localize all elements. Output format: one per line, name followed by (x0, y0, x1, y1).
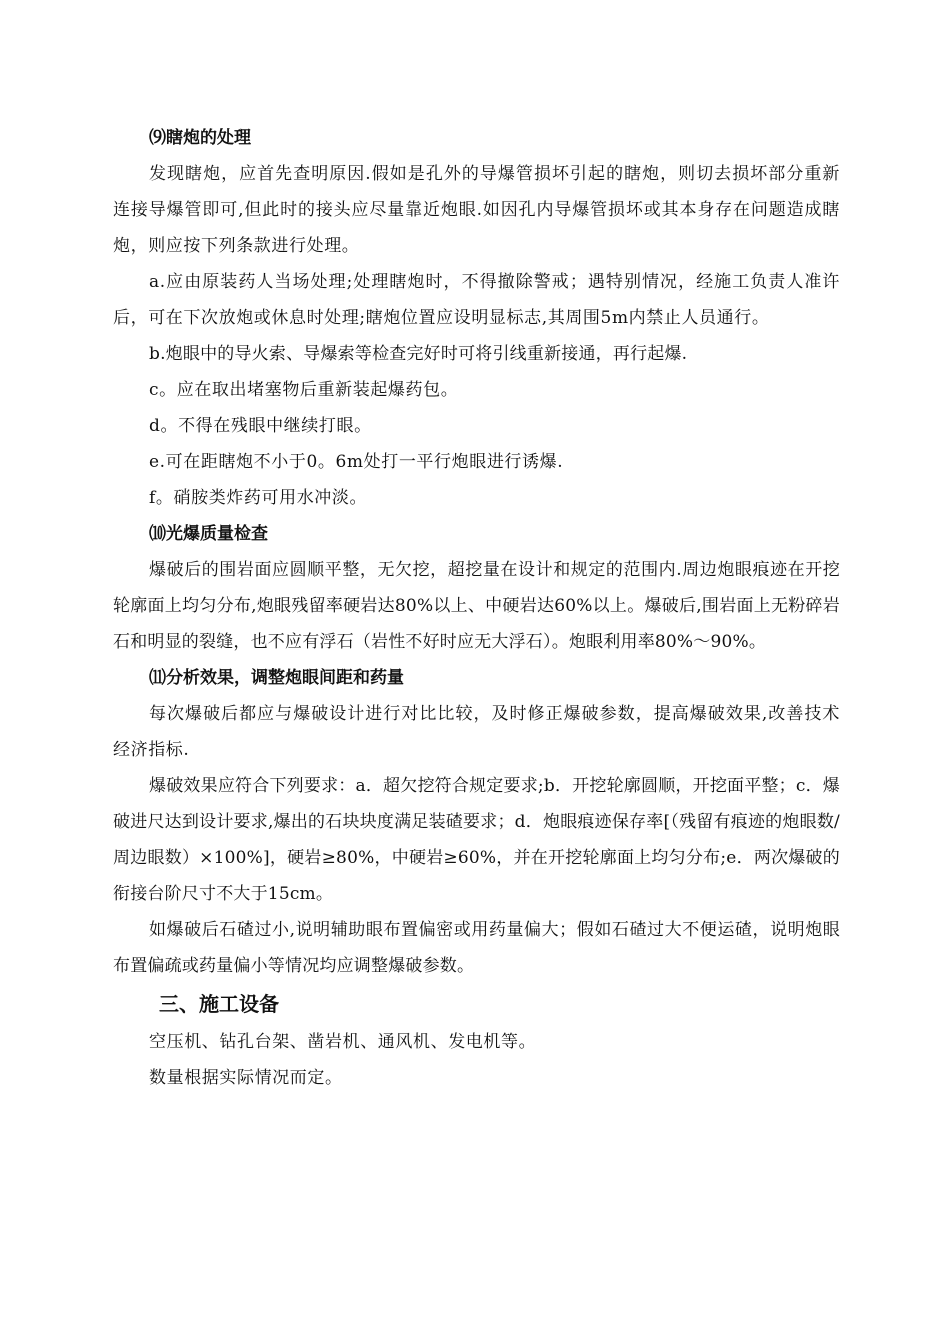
section-11-heading: ⑾分析效果，调整炮眼间距和药量 (149, 668, 404, 688)
document-body (113, 120, 840, 1096)
section-9-item-c: c。应在取出堵塞物后重新装起爆药包。 (149, 380, 459, 400)
section-11-paragraph-2: 爆破效果应符合下列要求：a．超欠挖符合规定要求;b．开挖轮廓圆顺，开挖面平整；c．爆破进尺达到设计要求,爆出的石块块度满足装碴要求；d．炮眼痕迹保存率[（残留有痕迹的炮眼数/周边眼数）×100%]，硬岩≥80%，中硬岩≥60%，并在开挖轮廓面上均匀分布;e．两次爆破的衔接台阶尺寸不大于15cm。 (113, 776, 840, 904)
section-9-paragraph: 发现瞎炮，应首先查明原因.假如是孔外的导爆管损坏引起的瞎炮，则切去损坏部分重新连接导爆管即可,但此时的接头应尽量靠近炮眼.如因孔内导爆管损坏或其本身存在问题造成瞎炮，则应按下列条款进行处理。 (113, 164, 840, 256)
section-9-heading: ⑼瞎炮的处理 (149, 128, 251, 148)
section-9-item-a: a.应由原装药人当场处理;处理瞎炮时，不得撤除警戒；遇特别情况，经施工负责人准许后，可在下次放炮或休息时处理;瞎炮位置应设明显标志,其周围5m内禁止人员通行。 (113, 272, 840, 328)
section-10-paragraph: 爆破后的围岩面应圆顺平整，无欠挖，超挖量在设计和规定的范围内.周边炮眼痕迹在开挖轮廓面上均匀分布,炮眼残留率硬岩达80%以上、中硬岩达60%以上。爆破后,围岩面上无粉碎岩石和明显的裂缝，也不应有浮石（岩性不好时应无大浮石）。炮眼利用率80%～90%。 (113, 560, 840, 652)
section-9-item-d: d。不得在残眼中继续打眼。 (149, 416, 372, 436)
section-11-paragraph-3: 如爆破后石碴过小,说明辅助眼布置偏密或用药量偏大；假如石碴过大不便运碴，说明炮眼布置偏疏或药量偏小等情况均应调整爆破参数。 (113, 920, 840, 976)
section-9-item-f: f。硝胺类炸药可用水冲淡。 (149, 488, 368, 508)
section-10-heading: ⑽光爆质量检查 (149, 524, 268, 544)
chapter-3-paragraph-1: 空压机、钻孔台架、凿岩机、通风机、发电机等。 (149, 1032, 537, 1052)
section-9-item-b: b.炮眼中的导火索、导爆索等检查完好时可将引线重新接通，再行起爆. (149, 344, 688, 364)
section-11-paragraph-1: 每次爆破后都应与爆破设计进行对比比较，及时修正爆破参数，提高爆破效果,改善技术经济指标. (113, 704, 840, 760)
chapter-3-title: 三、施工设备 (159, 992, 279, 1016)
section-9-item-e: e.可在距瞎炮不小于0。6m处打一平行炮眼进行诱爆. (149, 452, 564, 472)
chapter-3-paragraph-2: 数量根据实际情况而定。 (149, 1068, 343, 1088)
